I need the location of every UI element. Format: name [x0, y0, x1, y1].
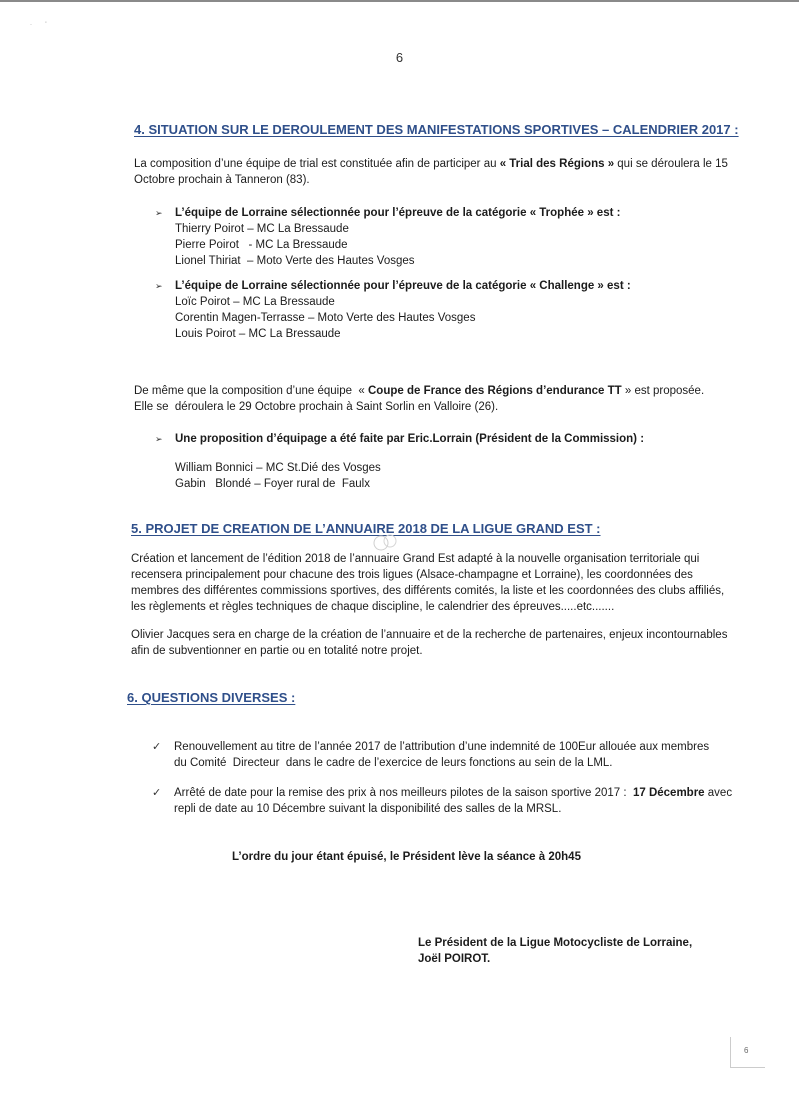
- paragraph-line: Création et lancement de l’édition 2018 de l’annuaire Grand Est adapté à la nouvelle organisation territoriale qui: [131, 553, 700, 565]
- paragraph-line: Olivier Jacques sera en charge de la création de l’annuaire et de la recherche de partenaires, enjeux incontournables: [131, 629, 728, 641]
- arrow-bullet-icon: ➢: [155, 208, 163, 218]
- signature-block: [418, 935, 692, 967]
- coupe-de-france: Coupe de France des Régions d’endurance TT: [367, 385, 622, 397]
- list-item: Louis Poirot – MC La Bressaude: [175, 328, 341, 340]
- challenge-members: [175, 294, 475, 342]
- arrow-bullet-icon: ➢: [155, 434, 163, 444]
- paragraph-text-end: avec: [704, 787, 733, 799]
- scan-specks: · ': [30, 22, 47, 28]
- trial-des-regions: « Trial des Régions »: [499, 158, 615, 170]
- page-number: 6: [395, 50, 404, 65]
- paragraph-line: recensera principalement pour chacune des trois ligues (Alsace-champagne et Lorraine), les coordonnées des: [131, 569, 693, 581]
- question-item-1: [174, 739, 709, 771]
- signature-name: Joël POIROT.: [418, 953, 491, 965]
- paragraph-line: du Comité Directeur dans le cadre de l’exercice de leurs fonctions au sein de la LML.: [174, 757, 613, 769]
- paragraph-text: Arrêté de date pour la remise des prix à nos meilleurs pilotes de la saison sportive 2017 :: [174, 787, 633, 799]
- section-4-intro: [134, 156, 728, 188]
- question-item-2: [174, 785, 732, 817]
- proposition-title: Une proposition d’équipage a été faite par Eric.Lorrain (Président de la Commission) :: [175, 433, 645, 445]
- signature-title: Le Président de la Ligue Motocycliste de Lorraine,: [418, 937, 693, 949]
- list-item: Lionel Thiriat – Moto Verte des Hautes Vosges: [175, 255, 415, 267]
- paragraph-line: Renouvellement au titre de l’année 2017 de l’attribution d’une indemnité de 100Eur allouée aux membres: [174, 741, 710, 753]
- list-item: Pierre Poirot - MC La Bressaude: [175, 239, 348, 251]
- paragraph-line: les règlements et règles techniques de chaque discipline, le calendrier des épreuves.....etc.......: [131, 601, 615, 613]
- proposition-members: [175, 460, 381, 492]
- intro-text: La composition d’une équipe de trial est constituée afin de participer au: [134, 158, 500, 170]
- paragraph-line: repli de date au 10 Décembre suivant la disponibilité des salles de la MRSL.: [174, 803, 562, 815]
- section-5-paragraph-1: [131, 551, 724, 615]
- endurance-text: De même que la composition d’une équipe «: [134, 385, 368, 397]
- intro-text-line2: Octobre prochain à Tanneron (83).: [134, 174, 310, 186]
- paragraph-line: membres des différentes commissions sportives, des différents comités, la liste et les coordonnées des clubs affiliés,: [131, 585, 725, 597]
- top-border-line: [0, 0, 799, 2]
- list-item: Corentin Magen-Terrasse – Moto Verte des Hautes Vosges: [175, 312, 476, 324]
- endurance-text-end: » est proposée.: [621, 385, 705, 397]
- section-4-heading: 4. SITUATION SUR LE DEROULEMENT DES MANIFESTATIONS SPORTIVES – CALENDRIER 2017 :: [134, 122, 739, 137]
- list-item: William Bonnici – MC St.Dié des Vosges: [175, 462, 381, 474]
- paragraph-line: afin de subventionner en partie ou en totalité notre projet.: [131, 645, 423, 657]
- list-item: Thierry Poirot – MC La Bressaude: [175, 223, 349, 235]
- section-5-heading: 5. PROJET DE CREATION DE L’ANNUAIRE 2018 DE LA LIGUE GRAND EST :: [131, 521, 601, 536]
- endurance-paragraph: [134, 383, 704, 415]
- date-17-decembre: 17 Décembre: [632, 787, 705, 799]
- corner-page-mark: 6: [744, 1046, 749, 1055]
- checkmark-icon: ✓: [152, 741, 162, 753]
- list-item: Loïc Poirot – MC La Bressaude: [175, 296, 335, 308]
- closing-statement: L’ordre du jour étant épuisé, le Président lève la séance à 20h45: [232, 851, 581, 863]
- section-6-heading: 6. QUESTIONS DIVERSES :: [127, 690, 296, 705]
- list-item: Gabin Blondé – Foyer rural de Faulx: [175, 478, 370, 490]
- endurance-text-line2: Elle se déroulera le 29 Octobre prochain à Saint Sorlin en Valloire (26).: [134, 401, 499, 413]
- challenge-title: L’équipe de Lorraine sélectionnée pour l’épreuve de la catégorie « Challenge » est :: [175, 280, 631, 292]
- trophee-members: [175, 221, 415, 269]
- trophee-title: L’équipe de Lorraine sélectionnée pour l’épreuve de la catégorie « Trophée » est :: [175, 207, 621, 219]
- section-5-paragraph-2: [131, 627, 727, 659]
- intro-text-end: qui se déroulera le 15: [614, 158, 728, 170]
- arrow-bullet-icon: ➢: [155, 281, 163, 291]
- checkmark-icon: ✓: [152, 787, 162, 799]
